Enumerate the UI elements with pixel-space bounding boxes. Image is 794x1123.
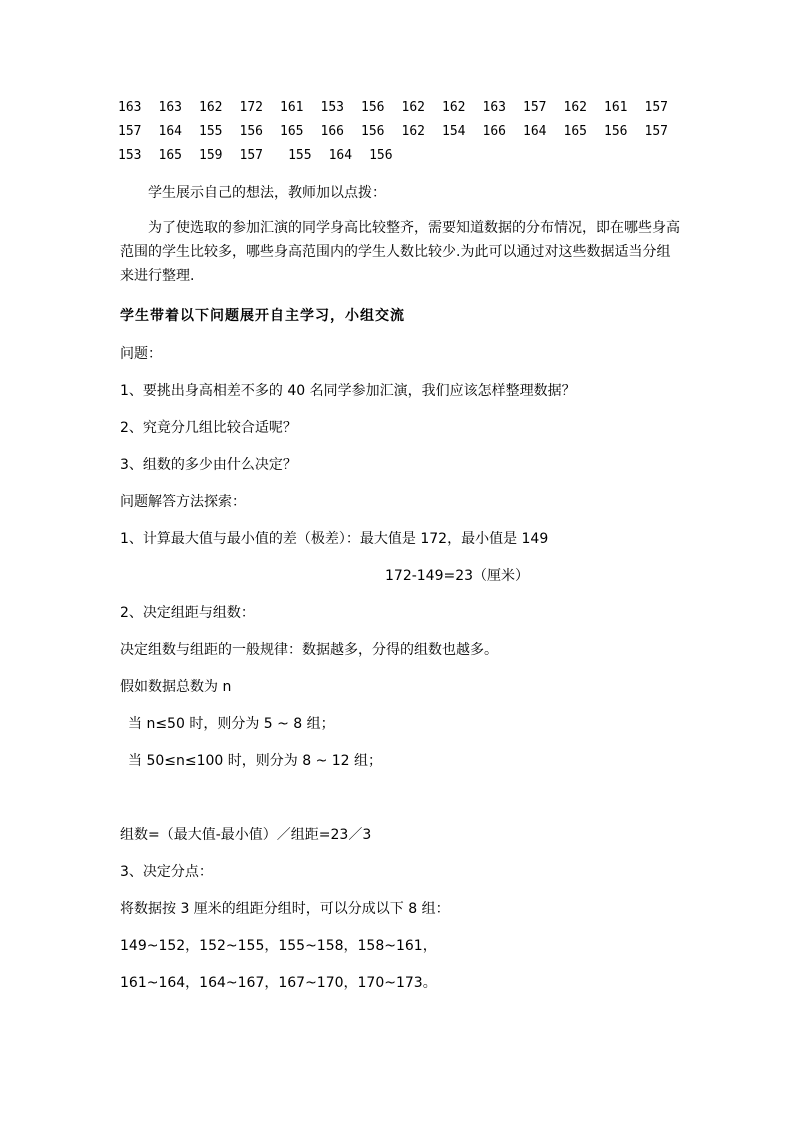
question-1: 1、要挑出身高相差不多的 40 名同学参加汇演，我们应该怎样整理数据？ (120, 383, 576, 399)
method-label: 问题解答方法探索： (120, 494, 246, 510)
data-value: 157 (523, 100, 547, 115)
question-2: 2、究竟分几组比较合适呢？ (120, 420, 297, 436)
case-1: 当 n≤50 时，则分为 5 ~ 8 组； (128, 716, 335, 732)
data-value: 162 (401, 100, 425, 115)
question-3: 3、组数的多少由什么决定？ (120, 457, 297, 473)
paragraph-student-ideas: 学生展示自己的想法，教师加以点拨： (148, 185, 386, 201)
data-value: 165 (158, 148, 182, 163)
data-value: 156 (239, 124, 263, 139)
data-value: 154 (442, 124, 466, 139)
data-value: 166 (482, 124, 506, 139)
data-value: 156 (361, 124, 385, 139)
case-2: 当 50≤n≤100 时，则分为 8 ~ 12 组； (128, 753, 383, 769)
paragraph-explanation: 为了使选取的参加汇演的同学身高比较整齐，需要知道数据的分布情况，即在哪些身高范围的学生比较多，哪些身高范围内的学生人数比较少.为此可以通过对这些数据适当分组来进行整理. (120, 220, 680, 284)
data-value: 162 (563, 100, 587, 115)
groups-line-2: 161~164，164~167，167~170，170~173。 (120, 975, 437, 991)
data-value: 163 (118, 100, 142, 115)
group-count-formula: 组数=（最大值-最小值）／组距=23／3 (120, 827, 372, 843)
data-value: 157 (644, 100, 668, 115)
data-value: 163 (482, 100, 506, 115)
data-value: 165 (563, 124, 587, 139)
data-value: 153 (118, 148, 142, 163)
data-value: 164 (158, 124, 182, 139)
data-value: 166 (320, 124, 344, 139)
height-data-block (0, 98, 794, 168)
range-formula: 172-149=23（厘米） (385, 568, 530, 584)
section-heading: 学生带着以下问题展开自主学习，小组交流 (120, 308, 405, 324)
data-value: 157 (239, 148, 263, 163)
data-value: 153 (320, 100, 344, 115)
data-value: 162 (442, 100, 466, 115)
method-step-3: 3、决定分点： (120, 864, 213, 880)
data-value: 161 (604, 100, 628, 115)
data-value: 157 (118, 124, 142, 139)
assume-n: 假如数据总数为 n (120, 679, 232, 695)
data-value: 155 (288, 148, 312, 163)
general-rule: 决定组数与组距的一般规律：数据越多，分得的组数也越多。 (120, 642, 498, 658)
data-value: 162 (199, 100, 223, 115)
groups-line-1: 149~152，152~155，155~158，158~161， (120, 938, 437, 954)
data-value: 156 (604, 124, 628, 139)
data-value: 165 (280, 124, 304, 139)
data-value: 156 (361, 100, 385, 115)
data-value: 157 (644, 124, 668, 139)
data-value: 156 (369, 148, 393, 163)
split-description: 将数据按 3 厘米的组距分组时，可以分成以下 8 组： (120, 901, 450, 917)
data-value: 163 (158, 100, 182, 115)
data-value: 161 (280, 100, 304, 115)
data-value: 155 (199, 124, 223, 139)
data-value: 164 (328, 148, 353, 163)
method-step-1: 1、计算最大值与最小值的差（极差）：最大值是 172，最小值是 149 (120, 531, 549, 547)
questions-label: 问题： (120, 346, 162, 362)
data-value: 172 (239, 100, 263, 115)
data-value: 162 (401, 124, 425, 139)
method-step-2: 2、决定组距与组数： (120, 605, 255, 621)
data-value: 164 (523, 124, 547, 139)
data-value: 159 (199, 148, 223, 163)
